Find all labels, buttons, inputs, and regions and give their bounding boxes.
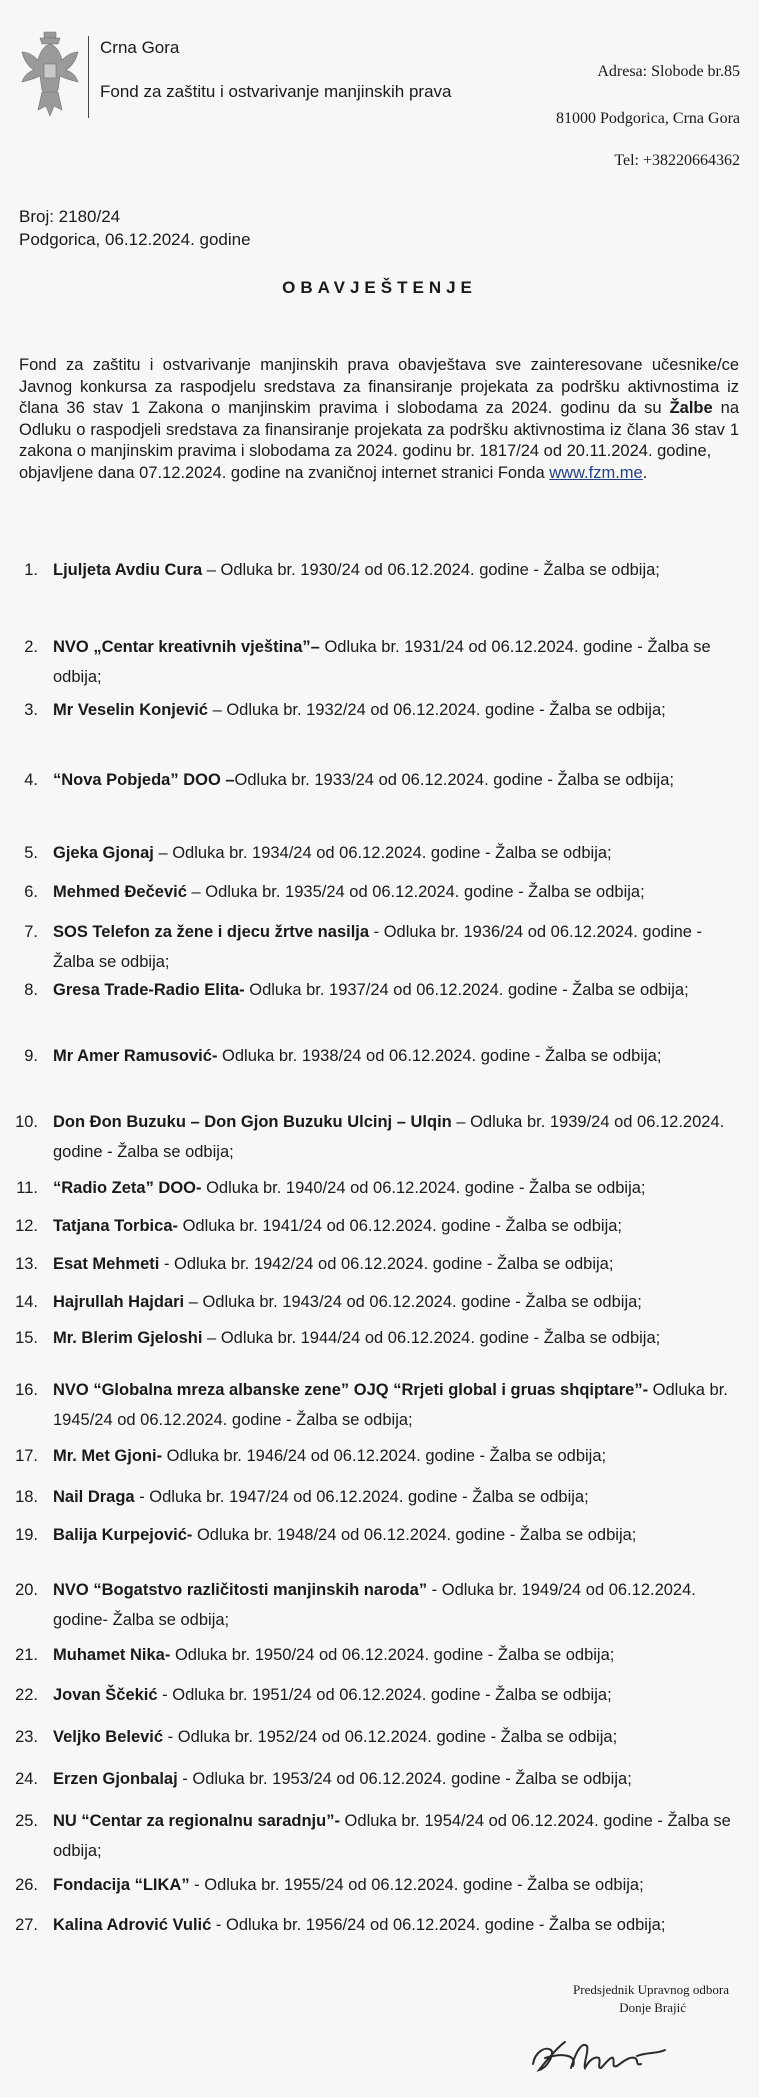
list-item-number: 15. [15,1329,38,1347]
list-item-number: 27. [15,1916,38,1934]
list-item-number: 11. [16,1179,38,1197]
list-item-decision: Odluka br. 1941/24 od 06.12.2024. godine - Žalba se odbija; [178,1217,622,1235]
list-item-name: Ljuljeta Avdiu Cura [53,561,203,579]
list-item-text [53,1482,743,1512]
list-item-text [53,1375,743,1435]
list-item-name: NVO “Bogatstvo različitosti manjinskih naroda” [53,1581,428,1599]
list-item-text [53,1041,743,1071]
list-item-text [53,1640,743,1670]
list-item-name: Esat Mehmeti [53,1255,160,1273]
header-address-line1: Adresa: Slobode br.85 [597,63,740,80]
list-item-decision: – Odluka br. 1944/24 od 06.12.2024. godine - Žalba se odbija; [202,1329,661,1347]
list-item-decision: Odluka br. 1931/24 od 06.12.2024. godine - Žalba se odbija; [53,638,711,686]
header-address-line2: 81000 Podgorica, Crna Gora [556,110,740,127]
list-item-number: 6. [24,883,38,901]
list-item-decision: - Odluka br. 1956/24 od 06.12.2024. godine - Žalba se odbija; [211,1916,666,1934]
list-item-decision: – Odluka br. 1930/24 od 06.12.2024. godine - Žalba se odbija; [202,561,660,579]
list-item-number: 18. [15,1488,38,1506]
list-item-number: 26. [15,1876,38,1894]
list-item-decision: Odluka br. 1933/24 od 06.12.2024. godine - Žalba se odbija; [234,771,674,789]
list-item-decision: - Odluka br. 1947/24 od 06.12.2024. godine - Žalba se odbija; [134,1488,589,1506]
coat-of-arms-icon [20,30,80,120]
list-item-number: 4. [24,771,38,789]
list-item-name: Mehmed Đečević [53,883,187,901]
list-item-text [53,1441,743,1471]
website-link[interactable]: www.fzm.me [549,463,643,482]
list-item-text [53,632,743,692]
list-item-name: Jovan Ščekić [53,1686,158,1704]
list-item-name: Tatjana Torbica- [53,1217,178,1235]
list-item-decision: Odluka br. 1945/24 od 06.12.2024. godine - Žalba se odbija; [53,1381,728,1429]
list-item-decision: - Odluka br. 1955/24 od 06.12.2024. godine - Žalba se odbija; [189,1876,644,1894]
header-org-name: Fond za zaštitu i ostvarivanje manjinskih prava [100,82,452,101]
list-item-name: NU “Centar za regionalnu saradnju”- [53,1812,340,1830]
list-item-decision: Odluka br. 1954/24 od 06.12.2024. godine - Žalba se odbija; [53,1812,731,1860]
list-item-number: 24. [15,1770,38,1788]
intro-bold: Žalbe [669,399,713,417]
list-item-name: “Radio Zeta” DOO- [53,1179,202,1197]
list-item-decision: – Odluka br. 1935/24 od 06.12.2024. godine - Žalba se odbija; [186,883,645,901]
list-item-text [53,838,743,868]
list-item-text [53,1680,743,1710]
list-item-text [53,1107,743,1167]
list-item-number: 22. [15,1686,38,1704]
list-item-text [53,1910,743,1940]
list-item-decision: Odluka br. 1950/24 od 06.12.2024. godine - Žalba se odbija; [170,1646,615,1664]
intro-text-3: objavljene dana 07.12.2024. godine na zvaničnoj internet stranici Fonda [19,463,550,482]
list-item-text [53,1249,743,1279]
list-item-decision: - Odluka br. 1936/24 od 06.12.2024. godine - Žalba se odbija; [53,923,703,971]
list-item-decision: - Odluka br. 1952/24 od 06.12.2024. godine - Žalba se odbija; [163,1728,618,1746]
list-item-name: Mr. Met Gjoni- [53,1447,163,1465]
list-item-name: Mr. Blerim Gjeloshi [53,1329,203,1347]
list-item-decision: Odluka br. 1940/24 od 06.12.2024. godine - Žalba se odbija; [201,1179,646,1197]
list-item-text [53,760,743,800]
list-item-text [53,1722,743,1752]
list-item-number: 2. [24,638,38,656]
list-item-number: 13. [15,1255,38,1273]
list-item-name: Balija Kurpejović- [53,1526,193,1544]
list-item-decision: - Odluka br. 1953/24 od 06.12.2024. godine - Žalba se odbija; [177,1770,632,1788]
list-item-number: 14. [15,1293,38,1311]
list-item-decision: - Odluka br. 1951/24 od 06.12.2024. godine - Žalba se odbija; [157,1686,612,1704]
list-item-number: 20. [15,1581,38,1599]
list-item-name: Hajrullah Hajdari [53,1293,185,1311]
list-item-text [53,1287,743,1317]
list-item-text [53,1173,743,1203]
list-item-decision: Odluka br. 1946/24 od 06.12.2024. godine - Žalba se odbija; [162,1447,607,1465]
list-item-decision: – Odluka br. 1939/24 od 06.12.2024. godine - Žalba se odbija; [53,1113,725,1161]
list-item-name: Don Đon Buzuku – Don Gjon Buzuku Ulcinj – Ulqin [53,1113,452,1131]
list-item-name: “Nova Pobjeda” DOO – [53,771,235,789]
list-item-number: 5. [24,844,38,862]
list-item-number: 16. [15,1381,38,1399]
list-item-decision: - Odluka br. 1942/24 od 06.12.2024. godine - Žalba se odbija; [159,1255,614,1273]
list-item-decision: - Odluka br. 1949/24 od 06.12.2024. godine- Žalba se odbija; [53,1581,696,1629]
list-item-decision: Odluka br. 1948/24 od 06.12.2024. godine - Žalba se odbija; [192,1526,637,1544]
list-item-number: 9. [24,1047,38,1065]
list-item-number: 12. [15,1217,38,1235]
list-item-name: NVO “Globalna mreza albanske zene” OJQ “Rrjeti global i gruas shqiptare”- [53,1381,649,1399]
list-item-name: Kalina Adrović Vulić [53,1916,212,1934]
list-item-name: Muhamet Nika- [53,1646,171,1664]
list-item-number: 25. [15,1812,38,1830]
intro-paragraph [19,355,739,484]
list-item-name: Veljko Belević [53,1728,164,1746]
list-item-name: Gresa Trade-Radio Elita- [53,981,245,999]
list-item-text [53,917,743,977]
list-item-text [53,1575,743,1635]
header-divider [88,36,89,118]
list-item-name: Mr Amer Ramusović- [53,1047,218,1065]
list-item-name: Fondacija “LIKA” [53,1876,190,1894]
document-place-date: Podgorica, 06.12.2024. godine [19,230,251,249]
list-item-name: Gjeka Gjonaj [53,844,154,862]
list-item-text [53,1870,743,1900]
list-item-number: 10. [15,1113,38,1131]
document-title: OBAVJEŠTENJE [282,278,477,297]
header-phone: Tel: +38220664362 [614,152,740,169]
list-item-number: 21. [15,1646,38,1664]
signature-title: Predsjednik Upravnog odbora [573,1982,729,1997]
list-item-text [53,1520,743,1550]
list-item-name: Nail Draga [53,1488,135,1506]
list-item-text [53,555,743,585]
list-item-name: Mr Veselin Konjević [53,701,208,719]
list-item-text [53,695,743,725]
intro-text-2: na Odluku o raspodjeli sredstava za finansiranje projekata za podršku aktivnostima iz člana 36 stav 1 zakona o manjinskim pravima i slobodama za 2024. godinu br. 1817/24 od 20.11.2024. godine, [19,399,740,460]
header-country: Crna Gora [100,38,180,57]
list-item-text [53,975,743,1005]
list-item-decision: – Odluka br. 1934/24 od 06.12.2024. godine - Žalba se odbija; [153,844,612,862]
list-item-number: 17. [15,1447,38,1465]
list-item-number: 19. [15,1526,38,1544]
list-item-text [53,877,743,907]
list-item-decision: – Odluka br. 1932/24 od 06.12.2024. godine - Žalba se odbija; [207,701,666,719]
intro-end: . [642,463,648,482]
list-item-name: NVO „Centar kreativnih vještina”– [53,638,320,656]
intro-text-1: Fond za zaštitu i ostvarivanje manjinskih prava obavještava sve zainteresovane učesnike/ce Javnog konkursa za raspodjelu sredstava za finansiranje projekata za podršku aktivnostima iz člana 36 stav 1 Zakona o manjinskim pravima i slobodama za 2024. godinu da su [19,356,739,417]
list-item-text [53,1211,743,1241]
list-item-number: 7. [24,923,38,941]
list-item-decision: Odluka br. 1938/24 od 06.12.2024. godine - Žalba se odbija; [217,1047,662,1065]
list-item-number: 3. [24,701,38,719]
list-item-name: Erzen Gjonbalaj [53,1770,178,1788]
list-item-number: 8. [24,981,38,999]
list-item-number: 1. [24,561,38,579]
handwritten-signature [525,2012,695,2082]
document-number: Broj: 2180/24 [19,207,121,226]
list-item-decision: – Odluka br. 1943/24 od 06.12.2024. godine - Žalba se odbija; [184,1293,642,1311]
list-item-name: SOS Telefon za žene i djecu žrtve nasilja [53,923,370,941]
list-item-number: 23. [15,1728,38,1746]
list-item-text [53,1806,743,1866]
signature-name: Donje Brajić [619,2000,686,2015]
list-item-text [53,1764,743,1794]
list-item-decision: Odluka br. 1937/24 od 06.12.2024. godine - Žalba se odbija; [244,981,689,999]
list-item-text [53,1323,743,1353]
